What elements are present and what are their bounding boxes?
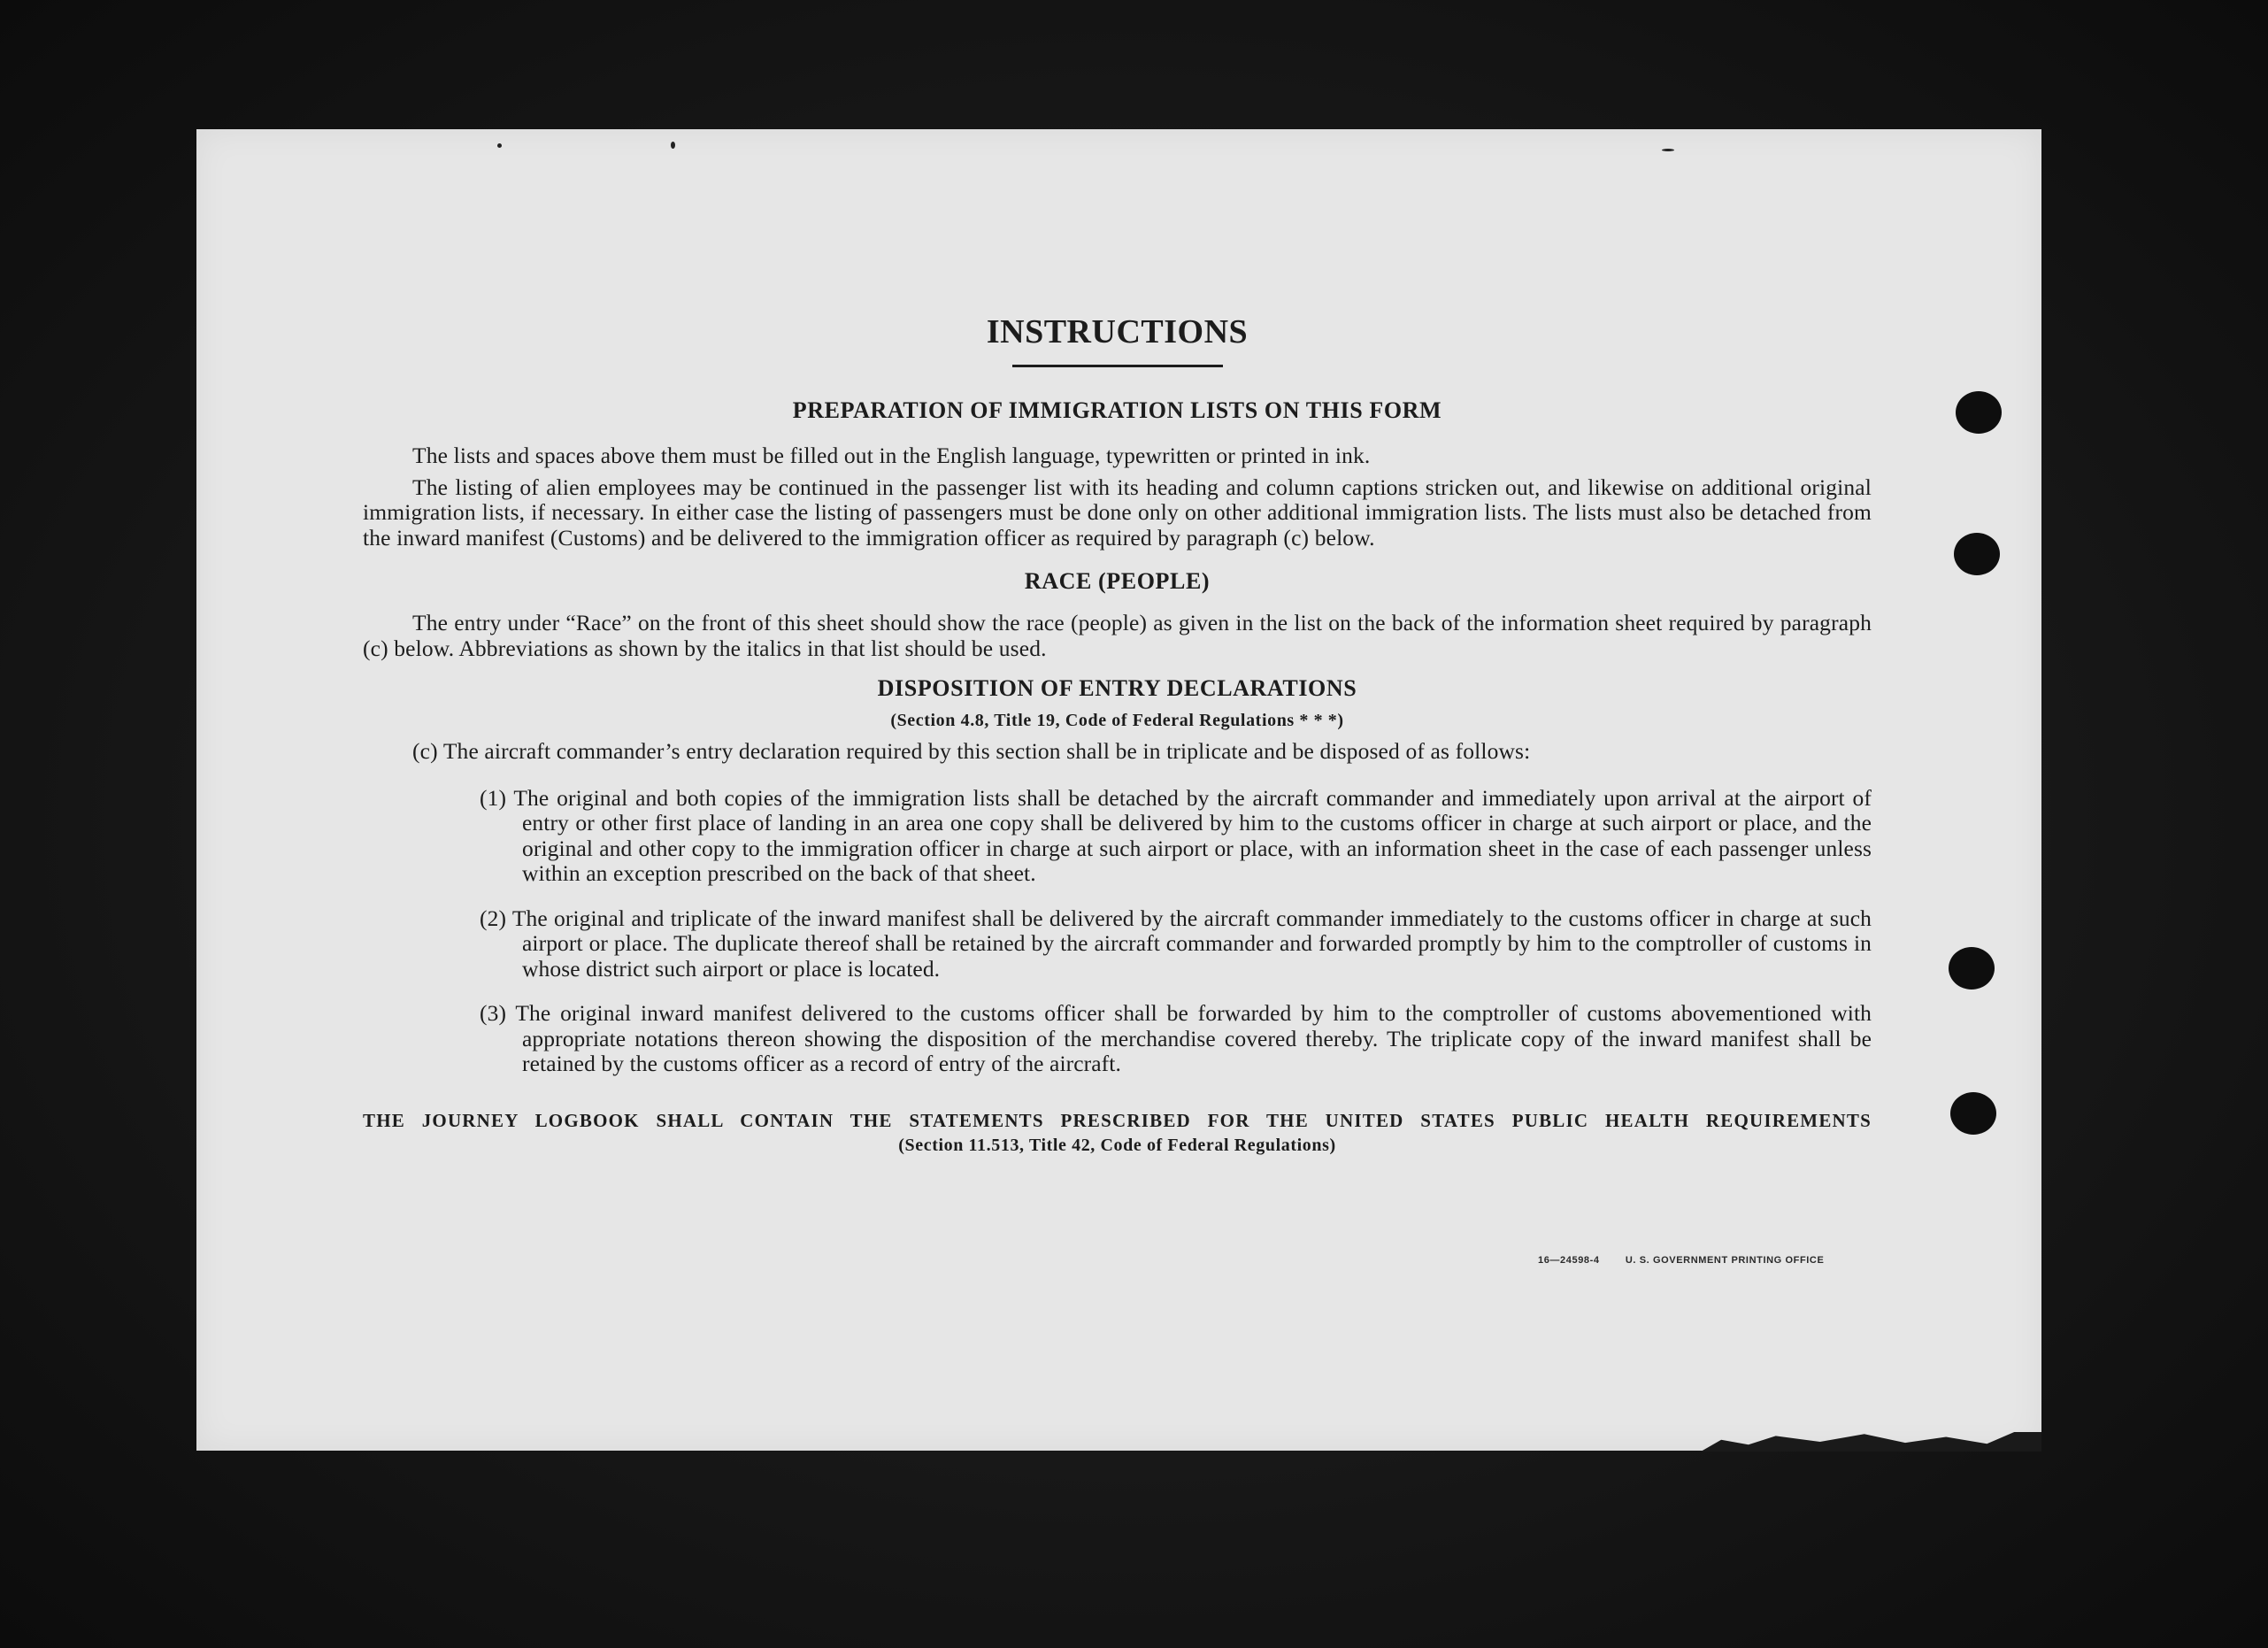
list-item: (2) The original and triplicate of the inward manifest shall be delivered by the aircraft commander immediately to the customs officer in charge at such airport or place. The duplicate thereof shall be retained by the aircraft commander and forwarded promptly by him to the comptroller of customs in whose district such airport or place is located. xyxy=(480,905,1872,982)
dust-speck xyxy=(497,143,502,148)
page-title: INSTRUCTIONS xyxy=(986,313,1249,350)
list-item: (3) The original inward manifest delivered to the customs officer shall be forwarded by him to the comptroller of customs abovementioned with appropriate notations thereon showing the disposition of the merchandise covered thereby. The triplicate copy of the inward manifest shall be retained by the customs officer as a record of entry of the aircraft. xyxy=(480,1000,1872,1076)
punch-hole xyxy=(1950,1092,1996,1135)
title-underline xyxy=(1012,365,1223,367)
section-subheading: (Section 4.8, Title 19, Code of Federal Regulations * * *) xyxy=(890,711,1344,730)
instructions-text xyxy=(363,312,1872,1157)
dust-speck xyxy=(671,142,675,149)
dust-speck xyxy=(1662,149,1674,151)
printer-mark: 16—24598-4 U. S. GOVERNMENT PRINTING OFFICE xyxy=(1538,1255,1825,1266)
paragraph: (c) The aircraft commander’s entry declaration required by this section shall be in triplicate and be disposed of as follows: xyxy=(412,738,1531,764)
section-heading: RACE (PEOPLE) xyxy=(1024,568,1211,594)
paragraph: The entry under “Race” on the front of this sheet should show the race (people) as given in the list on the back of the information sheet required by paragraph (c) below. Abbreviations as shown by the italics in that list should be used. xyxy=(363,610,1872,661)
punch-hole xyxy=(1954,533,2000,575)
paragraph: The lists and spaces above them must be filled out in the English language, typewritten or printed in ink. xyxy=(412,443,1371,468)
punch-hole xyxy=(1956,391,2002,434)
list-item: (1) The original and both copies of the immigration lists shall be detached by the aircraft commander and immediately upon arrival at the airport of entry or other first place of landing in an area one copy shall be delivered by him to the customs officer in charge at such airport or place, and the original and other copy to the immigration officer in charge at such airport or place, with an information sheet in the case of each passenger unless within an exception prescribed on the back of that sheet. xyxy=(480,784,1872,886)
torn-paper-edge xyxy=(1701,1432,2041,1452)
footer-citation: (Section 11.513, Title 42, Code of Federal Regulations) xyxy=(898,1135,1336,1155)
paragraph: The listing of alien employees may be continued in the passenger list with its heading and column captions stricken out, and likewise on additional original immigration lists, if necessary. In either case the listing of passengers must be done only on other additional immigration lists. The lists must also be detached from the inward manifest (Customs) and be delivered to the immigration officer as required by paragraph (c) below. xyxy=(363,474,1872,551)
footer-statement: THE JOURNEY LOGBOOK SHALL CONTAIN THE STATEMENTS PRESCRIBED FOR THE UNITED STATES PUBLIC HEALTH REQUIREMENTS xyxy=(363,1109,1872,1131)
section-heading: PREPARATION OF IMMIGRATION LISTS ON THIS FORM xyxy=(792,397,1442,423)
section-heading: DISPOSITION OF ENTRY DECLARATIONS xyxy=(877,675,1357,701)
punch-hole xyxy=(1949,947,1995,990)
